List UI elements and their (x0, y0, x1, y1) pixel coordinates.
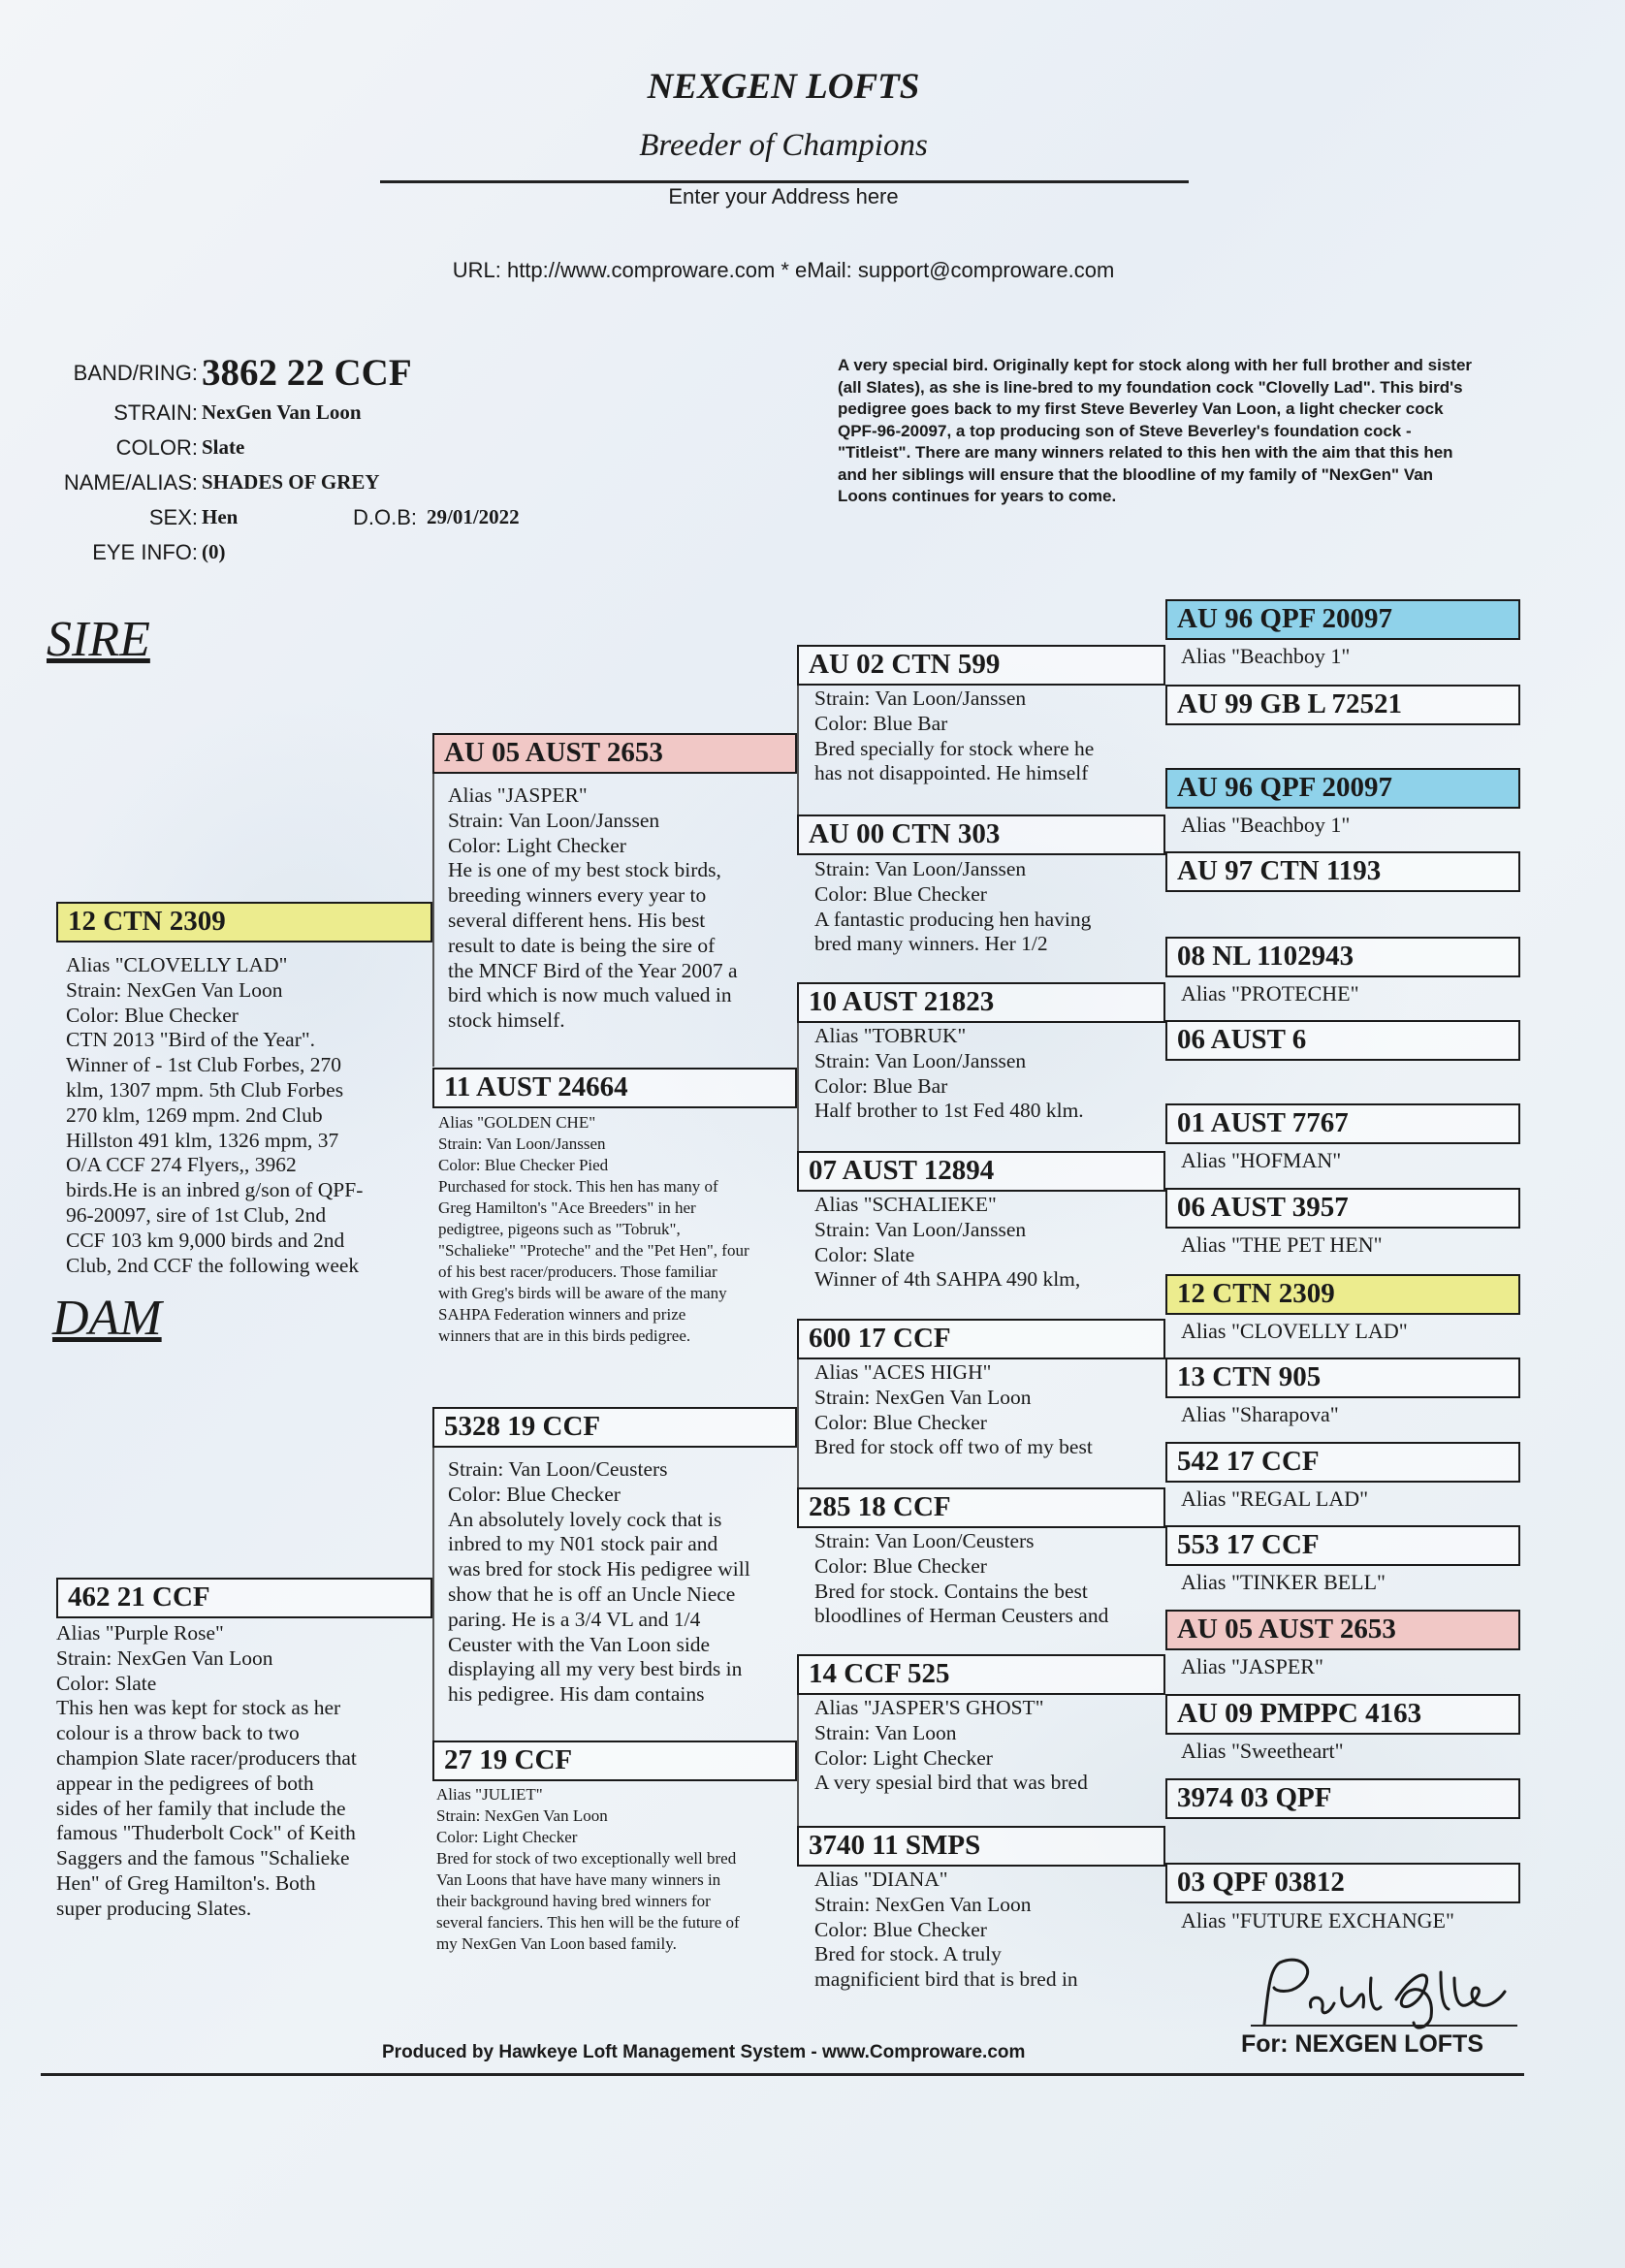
detail-line: Alias "SCHALIEKE" (814, 1193, 997, 1216)
gen4-alias: Alias "THE PET HEN" (1181, 1232, 1383, 1257)
dam-line: colour is a throw back to two (56, 1721, 300, 1745)
detail-line: Strain: Van Loon/Janssen (448, 808, 660, 832)
gen4-alias: Alias "Sweetheart" (1181, 1739, 1344, 1763)
band-value: 3862 22 CCF (202, 352, 412, 394)
dam-line: Saggers and the famous "Schalieke (56, 1846, 350, 1870)
gen4-band: 01 AUST 7767 (1165, 1103, 1520, 1144)
bird-description: A very special bird. Originally kept for stock along with her full brother and sister (all Slates), as she is line-bred to my foundation cock "Clovelly Lad". This bird's pedigree goes back to my first Steve Beverley Van Loon, a light checker cock QPF-96-20097, a top producing son of Steve Beverley's foundation cock - "Titleist". There are many winners related to this hen with the aim that this hen and her siblings will ensure that the bloodline of my family of "NexGen" Van Loons continues for years to come. (838, 356, 1473, 505)
sire-line: Club, 2nd CCF the following week (66, 1253, 360, 1277)
band-label: BAND/RING: (73, 361, 198, 385)
dam-line: sides of her family that include the (56, 1796, 346, 1820)
detail-line: Purchased for stock. This hen has many of (438, 1177, 718, 1196)
gen4-band: AU 96 QPF 20097 (1165, 768, 1520, 809)
detail-line: his pedigree. His dam contains (448, 1682, 705, 1707)
dam-line: appear in the pedigrees of both (56, 1771, 314, 1795)
eye-label: EYE INFO: (92, 540, 198, 564)
detail-line: "Schalieke" "Proteche" and the "Pet Hen", four (438, 1241, 749, 1260)
sire-details (66, 953, 434, 1278)
gen4-band: 12 CTN 2309 (1165, 1274, 1520, 1315)
gen4-alias: Alias "PROTECHE" (1181, 981, 1359, 1006)
dam-details (56, 1621, 434, 1922)
dam-line: Color: Slate (56, 1671, 157, 1695)
gen4-band: 3974 03 QPF (1165, 1778, 1520, 1819)
detail-line: bloodlines of Herman Ceusters and (814, 1604, 1109, 1628)
detail-line: Bred for stock. Contains the best (814, 1579, 1088, 1603)
detail-line: Strain: NexGen Van Loon (814, 1892, 1032, 1916)
detail-line: Alias "JULIET" (436, 1785, 543, 1804)
detail-line: Color: Light Checker (436, 1828, 578, 1846)
gen4-alias: Alias "TINKER BELL" (1181, 1570, 1386, 1594)
sire-heading: SIRE (47, 612, 150, 667)
gen3-details (814, 1529, 1165, 1629)
signature (1251, 1949, 1522, 2036)
detail-line: Color: Blue Checker Pied (438, 1156, 609, 1174)
gen2-dam-sire-details (448, 1457, 797, 1708)
header-url-line: URL: http://www.comproware.com * eMail: support@comproware.com (452, 258, 1115, 282)
detail-line: inbred to my N01 stock pair and (448, 1532, 718, 1556)
sex-value: Hen (202, 505, 239, 528)
detail-line: magnificient bird that is bred in (814, 1967, 1078, 1992)
gen3-details (814, 1360, 1165, 1460)
gen3-band: AU 02 CTN 599 (797, 645, 1165, 686)
detail-line: their background having bred winners for (436, 1892, 711, 1910)
header-address: Enter your Address here (668, 184, 899, 208)
sire-line: Winner of - 1st Club Forbes, 270 (66, 1053, 341, 1077)
gen4-band: AU 96 QPF 20097 (1165, 599, 1520, 640)
sire-line: O/A CCF 274 Flyers,, 3962 (66, 1153, 297, 1177)
detail-line: result to date is being the sire of (448, 933, 716, 957)
gen3-details (814, 687, 1165, 786)
detail-line: Bred for stock off two of my best (814, 1435, 1093, 1459)
detail-line: Color: Blue Checker (814, 881, 987, 906)
detail-line: displaying all my very best birds in (448, 1657, 743, 1681)
gen2-dam-dam-band: 27 19 CCF (432, 1741, 797, 1781)
gen4-band: AU 09 PMPPC 4163 (1165, 1694, 1520, 1735)
gen4-alias: Alias "JASPER" (1181, 1654, 1323, 1678)
gen4-alias: Alias "Beachboy 1" (1181, 644, 1351, 668)
gen2-sire-dam-band: 11 AUST 24664 (432, 1068, 797, 1108)
detail-line: Color: Light Checker (814, 1745, 993, 1770)
detail-line: has not disappointed. He himself (814, 761, 1089, 785)
gen3-details (814, 1024, 1165, 1124)
detail-line: Alias "JASPER" (448, 783, 588, 807)
gen3-details (814, 1193, 1165, 1293)
detail-line: Van Loons that have have many winners in (436, 1870, 721, 1889)
sire-line: CTN 2013 "Bird of the Year". (66, 1028, 316, 1052)
detail-line: several different hens. His best (448, 908, 706, 932)
strain-value: NexGen Van Loon (202, 400, 362, 424)
detail-line: was bred for stock His pedigree will (448, 1557, 750, 1581)
detail-line: Strain: Van Loon/Janssen (814, 1048, 1027, 1072)
detail-line: Bred for stock. A truly (814, 1942, 1002, 1966)
detail-line: Color: Blue Checker (448, 1482, 621, 1506)
sire-line: birds.He is an inbred g/son of QPF- (66, 1178, 364, 1202)
dam-band: 462 21 CCF (56, 1578, 432, 1618)
detail-line: Alias "ACES HIGH" (814, 1360, 992, 1384)
detail-line: Strain: Van Loon/Ceusters (448, 1457, 668, 1481)
detail-line: A fantastic producing hen having (814, 907, 1092, 931)
dob-value: 29/01/2022 (427, 505, 520, 528)
gen4-band: AU 99 GB L 72521 (1165, 685, 1520, 725)
gen3-band: 07 AUST 12894 (797, 1151, 1165, 1192)
gen3-band: 10 AUST 21823 (797, 982, 1165, 1023)
dam-line: This hen was kept for stock as her (56, 1696, 341, 1720)
gen4-band: AU 05 AUST 2653 (1165, 1610, 1520, 1650)
detail-line: Color: Light Checker (448, 833, 626, 857)
dob-label: D.O.B: (353, 505, 418, 529)
detail-line: paring. He is a 3/4 VL and 1/4 (448, 1607, 701, 1631)
detail-line: Ceuster with the Van Loon side (448, 1632, 711, 1656)
detail-line: Color: Blue Checker (814, 1410, 987, 1434)
gen4-alias: Alias "REGAL LAD" (1181, 1486, 1369, 1511)
signature-line (1251, 2025, 1517, 2027)
detail-line: He is one of my best stock birds, (448, 858, 721, 882)
gen4-band: 06 AUST 3957 (1165, 1188, 1520, 1229)
gen4-band: 542 17 CCF (1165, 1442, 1520, 1483)
gen2-sire-sire-details (448, 783, 797, 1034)
detail-line: stock himself. (448, 1008, 565, 1033)
gen4-alias: Alias "Beachboy 1" (1181, 813, 1351, 837)
detail-line: Greg Hamilton's "Ace Breeders" in her (438, 1198, 696, 1217)
gen3-band: 14 CCF 525 (797, 1654, 1165, 1695)
detail-line: breeding winners every year to (448, 883, 707, 908)
detail-line: my NexGen Van Loon based family. (436, 1934, 677, 1953)
detail-line: SAHPA Federation winners and prize (438, 1305, 686, 1324)
detail-line: Bred for stock of two exceptionally well bred (436, 1849, 737, 1868)
sire-band: 12 CTN 2309 (56, 902, 432, 942)
sire-line: 96-20097, sire of 1st Club, 2nd (66, 1202, 327, 1227)
connector-line (797, 669, 799, 836)
gen4-band: 08 NL 1102943 (1165, 937, 1520, 977)
detail-line: Strain: NexGen Van Loon (436, 1806, 608, 1825)
detail-line: Bred specially for stock where he (814, 736, 1095, 760)
gen2-dam-dam-details (436, 1784, 800, 1955)
gen4-alias: Alias "FUTURE EXCHANGE" (1181, 1908, 1454, 1933)
detail-line: Half brother to 1st Fed 480 klm. (814, 1099, 1084, 1123)
gen4-band: 03 QPF 03812 (1165, 1863, 1520, 1903)
gen2-sire-dam-details (438, 1112, 802, 1347)
detail-line: Strain: Van Loon/Janssen (438, 1134, 606, 1153)
detail-line: Winner of 4th SAHPA 490 klm, (814, 1267, 1081, 1292)
gen2-dam-sire-band: 5328 19 CCF (432, 1407, 797, 1448)
detail-line: pedigtree, pigeons such as "Tobruk", (438, 1220, 681, 1238)
detail-line: Strain: Van Loon/Janssen (814, 857, 1027, 880)
detail-line: the MNCF Bird of the Year 2007 a (448, 958, 738, 982)
gen4-band: AU 97 CTN 1193 (1165, 851, 1520, 892)
detail-line: Strain: NexGen Van Loon (814, 1385, 1032, 1409)
dam-line: Alias "Purple Rose" (56, 1621, 224, 1645)
color-value: Slate (202, 435, 245, 459)
detail-line: Color: Blue Checker (814, 1553, 987, 1578)
detail-line: winners that are in this birds pedigree. (438, 1326, 691, 1345)
strain-label: STRAIN: (113, 400, 198, 425)
dam-heading: DAM (52, 1291, 162, 1346)
dam-line: champion Slate racer/producers that (56, 1745, 357, 1770)
gen3-details (814, 1868, 1165, 1993)
detail-line: Color: Blue Bar (814, 711, 948, 735)
detail-line: Color: Slate (814, 1242, 915, 1266)
header-subtitle: Breeder of Champions (639, 128, 928, 163)
dam-line: Hen" of Greg Hamilton's. Both (56, 1870, 316, 1895)
gen4-band: 553 17 CCF (1165, 1525, 1520, 1566)
header-divider (380, 180, 1189, 183)
gen2-sire-sire-band: AU 05 AUST 2653 (432, 733, 797, 774)
detail-line: Alias "JASPER'S GHOST" (814, 1696, 1044, 1719)
detail-line: Strain: Van Loon/Ceusters (814, 1529, 1035, 1552)
color-label: COLOR: (115, 435, 198, 460)
footer-divider (41, 2073, 1524, 2076)
sex-label: SEX: (148, 505, 198, 529)
detail-line: Color: Blue Checker (814, 1917, 987, 1941)
gen3-band: AU 00 CTN 303 (797, 815, 1165, 855)
sire-line: Hillston 491 klm, 1326 mpm, 37 (66, 1128, 339, 1152)
detail-line: Strain: Van Loon (814, 1720, 957, 1744)
detail-line: Alias "GOLDEN CHE" (438, 1113, 596, 1132)
detail-line: bird which is now much valued in (448, 983, 732, 1007)
dam-line: famous "Thuderbolt Cock" of Keith (56, 1821, 356, 1845)
dam-line: Strain: NexGen Van Loon (56, 1645, 273, 1670)
gen4-band: 13 CTN 905 (1165, 1358, 1520, 1398)
sire-line: Strain: NexGen Van Loon (66, 977, 283, 1002)
dam-line: super producing Slates. (56, 1896, 252, 1920)
name-label: NAME/ALIAS: (63, 470, 198, 495)
sire-line: Color: Blue Checker (66, 1003, 239, 1027)
name-value: SHADES OF GREY (202, 470, 380, 494)
detail-line: show that he is off an Uncle Niece (448, 1581, 736, 1606)
detail-line: Alias "TOBRUK" (814, 1024, 967, 1047)
detail-line: Strain: Van Loon/Janssen (814, 1217, 1027, 1241)
detail-line: bred many winners. Her 1/2 (814, 932, 1048, 956)
gen4-alias: Alias "Sharapova" (1181, 1402, 1339, 1426)
header-title: NEXGEN LOFTS (647, 67, 920, 107)
gen3-details (814, 1696, 1165, 1796)
for-nexgen-lofts: For: NEXGEN LOFTS (1241, 2030, 1483, 2058)
detail-line: Color: Blue Bar (814, 1073, 948, 1098)
detail-line: with Greg's birds will be aware of the many (438, 1284, 727, 1302)
gen3-details (814, 857, 1165, 957)
detail-line: A very spesial bird that was bred (814, 1771, 1088, 1795)
eye-value: (0) (202, 540, 226, 563)
gen4-alias: Alias "CLOVELLY LAD" (1181, 1319, 1408, 1343)
sire-line: klm, 1307 mpm. 5th Club Forbes (66, 1077, 344, 1102)
produced-by: Produced by Hawkeye Loft Management System - www.Comproware.com (382, 2042, 1026, 2062)
detail-line: of his best racer/producers. Those familiar (438, 1262, 717, 1281)
sire-line: 270 klm, 1269 mpm. 2nd Club (66, 1102, 323, 1127)
sire-line: CCF 103 km 9,000 birds and 2nd (66, 1228, 345, 1252)
gen4-alias: Alias "HOFMAN" (1181, 1148, 1342, 1172)
gen4-band: 06 AUST 6 (1165, 1020, 1520, 1061)
detail-line: Alias "DIANA" (814, 1868, 948, 1891)
sire-line: Alias "CLOVELLY LAD" (66, 953, 288, 976)
gen3-band: 285 18 CCF (797, 1487, 1165, 1528)
gen3-band: 3740 11 SMPS (797, 1826, 1165, 1867)
detail-line: several fanciers. This hen will be the future of (436, 1913, 740, 1932)
detail-line: Strain: Van Loon/Janssen (814, 687, 1027, 710)
gen3-band: 600 17 CCF (797, 1319, 1165, 1359)
detail-line: An absolutely lovely cock that is (448, 1507, 722, 1531)
